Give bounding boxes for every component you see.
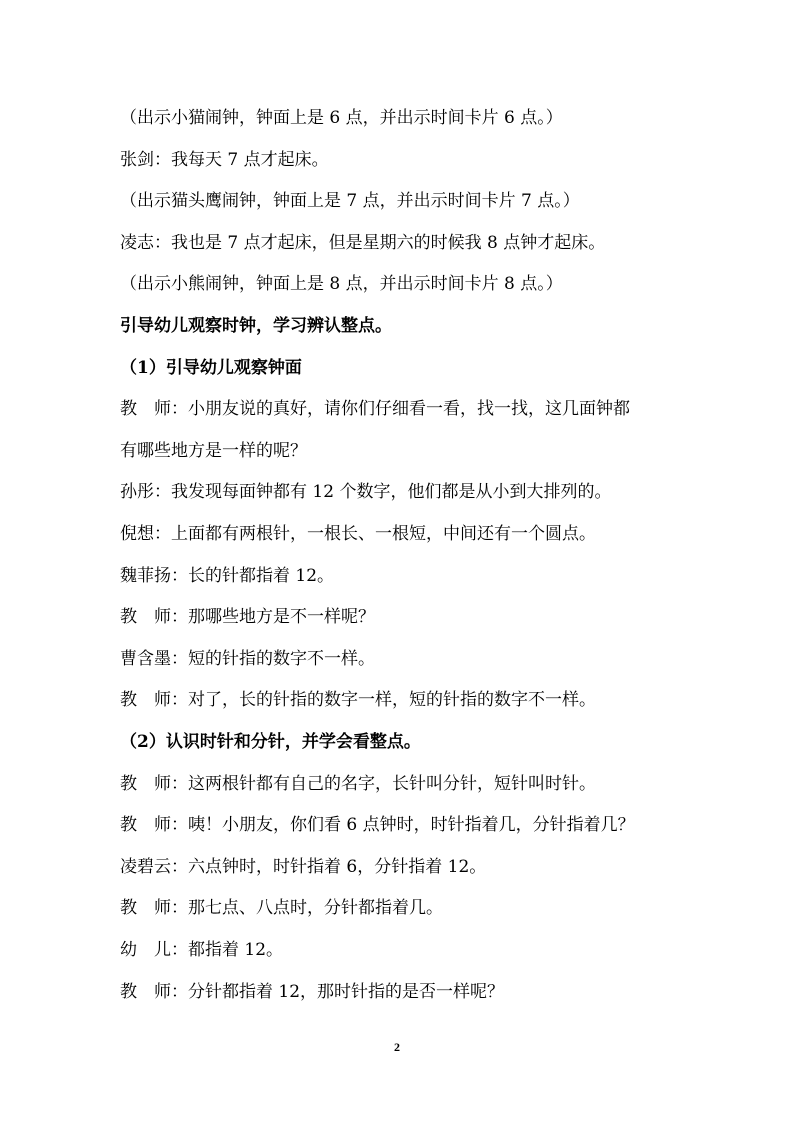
paragraph-line: 教 师：那哪些地方是不一样呢？	[120, 607, 375, 627]
paragraph-line: 凌碧云：六点钟时，时针指着 6，分针指着 12。	[120, 857, 487, 877]
section-heading: 引导幼儿观察时钟，学习辨认整点。	[120, 316, 392, 336]
paragraph-line: 教 师：咦！小朋友，你们看 6 点钟时，时针指着几，分针指着几？	[120, 815, 635, 835]
paragraph-line: 魏菲扬：长的针都指着 12。	[120, 566, 335, 586]
page-number: 2	[394, 1040, 400, 1054]
paragraph-line: 教 师：分针都指着 12，那时针指的是否一样呢？	[120, 982, 505, 1002]
paragraph-line: 孙彤：我发现每面钟都有 12 个数字，他们都是从小到大排列的。	[120, 482, 612, 502]
paragraph-line: 凌志：我也是 7 点才起床，但是星期六的时候我 8 点钟才起床。	[120, 233, 606, 253]
paragraph-line: 教 师：对了，长的针指的数字一样，短的针指的数字不一样。	[120, 690, 596, 710]
paragraph-line: 教 师：小朋友说的真好，请你们仔细看一看，找一找，这几面钟都	[120, 399, 630, 419]
paragraph-line: 有哪些地方是一样的呢？	[120, 441, 307, 461]
subsection-heading: （2）认识时针和分针，并学会看整点。	[120, 732, 421, 752]
subsection-heading: （1）引导幼儿观察钟面	[120, 358, 302, 378]
paragraph-line: （出示猫头鹰闹钟，钟面上是 7 点，并出示时间卡片 7 点。）	[120, 191, 580, 211]
paragraph-line: 教 师：这两根针都有自己的名字，长针叫分针，短针叫时针。	[120, 774, 596, 794]
paragraph-line: 曹含墨：短的针指的数字不一样。	[120, 649, 375, 669]
paragraph-line: 张剑：我每天 7 点才起床。	[120, 150, 329, 170]
paragraph-line: 教 师：那七点、八点时，分针都指着几。	[120, 898, 443, 918]
paragraph-line: 幼 儿：都指着 12。	[120, 940, 284, 960]
paragraph-line: （出示小熊闹钟，钟面上是 8 点，并出示时间卡片 8 点。）	[120, 274, 563, 294]
paragraph-line: 倪想：上面都有两根针，一根长、一根短，中间还有一个圆点。	[120, 524, 596, 544]
paragraph-line: （出示小猫闹钟，钟面上是 6 点，并出示时间卡片 6 点。）	[120, 108, 563, 128]
